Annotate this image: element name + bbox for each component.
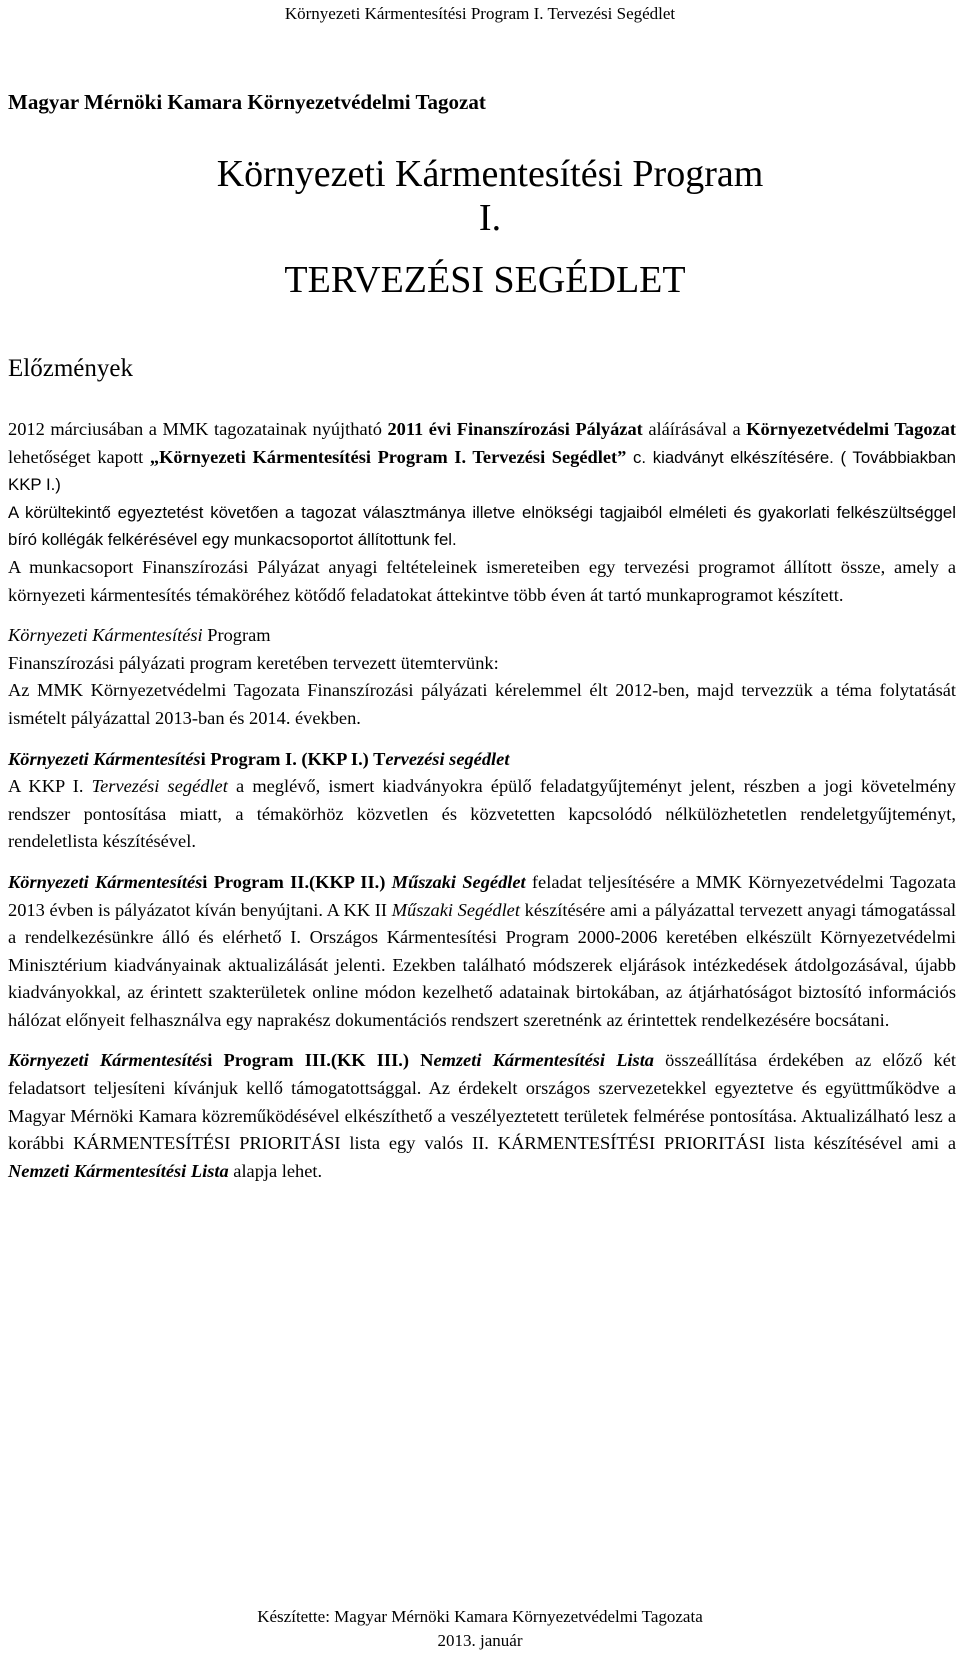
text-run: Finanszírozási pályázati program keretében tervezett ütemtervünk: — [8, 652, 499, 673]
document-title-line3: TERVEZÉSI SEGÉDLET — [284, 259, 686, 301]
text-run: i Program I. (KKP I.) T — [200, 748, 386, 769]
paragraph-kkp2 — [8, 869, 956, 1035]
heading-kkp1 — [8, 746, 956, 774]
heading-program — [8, 622, 956, 650]
text-run: 2012 márciusában a MMK tagozatainak nyújtható — [8, 419, 388, 439]
text-run: feladat teljesítésére a MMK Környezetvédelmi Tagozata 2013 évben is pályázatot kíván benyújtani. A KK II — [8, 871, 956, 920]
text-run: alapja lehet. — [228, 1160, 323, 1181]
text-run: Környezeti Kármentesítés — [8, 748, 201, 769]
section-title: Előzmények — [8, 355, 133, 382]
paragraph-schedule-intro — [8, 650, 956, 678]
text-run: 2011 évi Finanszírozási Pályázat — [387, 419, 643, 439]
text-run: emzeti Kármentesítési Lista — [433, 1050, 654, 1071]
text-run: ervezési segédlet — [385, 748, 510, 769]
text-run: Környezeti Kármentesítési — [8, 625, 203, 646]
text-run: Nemzeti Kármentesítési Lista — [8, 1160, 229, 1181]
text-run: a meglévő, ismert kiadványokra épülő feladatgyűjteményt jelent, részben a jogi követelmény rendszer pontosítása miatt, a témakörhöz közvetlen és közvetetten kapcsolódó nélkülözhetetlen rendeletgyűjteményt, rendeletlista készítésével. — [8, 776, 957, 852]
text-run: összeállítása érdekében az előző két feladatsort teljesíteni kívánjuk kellő támogatottsággal. Az érdekelt országos szervezetekkel egyeztetve és együttműködve a Magyar Mérnöki Kamara közreműködésével elkészíthető a veszélyeztetett területek felmérése pontosítása. Aktualizálható lesz a korábbi KÁRMENTESÍTÉSI PRIORITÁSI lista egy valós II. KÁRMENTESÍTÉSI PRIORITÁSI lista készítésével ami a — [8, 1050, 956, 1154]
text-run: Az MMK Környezetvédelmi Tagozata Finanszírozási pályázati kérelemmel élt 2012-ben, majd tervezzük a téma folytatását ismételt pályázattal 2013-ban és 2014. években. — [8, 680, 956, 728]
paragraph-background — [8, 416, 956, 499]
organization-name: Magyar Mérnöki Kamara Környezetvédelmi Tagozat — [8, 90, 486, 114]
footer-date: 2013. január — [437, 1631, 523, 1650]
text-run: A körültekintő egyeztetést követően a tagozat választmánya illetve elnökségi tagjaiból elméleti és gyakorlati felkészültséggel bíró kollégák felkérésével egy munkacsoportot állítottunk fel. — [8, 502, 956, 550]
paragraph-kkp3 — [8, 1047, 956, 1185]
text-run: készítésére ami a pályázattal tervezett anyagi támogatással a rendelkezésünkre álló és elérhető I. Országos Kármentesítési Program 2000-2006 keretében elkészült Környezetvédelmi Minisztérium kiadványainak aktualizálását jelenti. Ezekben található módszerek eljárások intézkedések átdolgozásával, újabb kiadványokkal, az érintett szakterületek online módon kezelhető adatainak birtokában, az átjárhatóságot biztosító információs hálózat előnyeit felhasználva egy naprakész dokumentációs rendszert szeretnénk az érintettek rendelkezésére bocsátani. — [8, 899, 956, 1030]
text-run: Környezetvédelmi Tagozat — [746, 419, 957, 439]
text-run: Program — [202, 625, 271, 646]
paragraph-schedule — [8, 677, 956, 732]
text-run: i Program III.(KK III.) N — [207, 1050, 434, 1071]
paragraph-working-group — [8, 499, 956, 554]
text-run: Műszaki Segédlet — [391, 899, 520, 920]
text-run: A KKP I. — [8, 776, 92, 797]
running-header: Környezeti Kármentesítési Program I. Tervezési Segédlet — [284, 4, 676, 23]
paragraph-kkp1 — [8, 773, 956, 856]
text-run: c. kiadványt elkészítésére. ( Továbbiakban KKP I.) — [8, 447, 956, 495]
text-run: Tervezési segédlet — [91, 776, 228, 797]
paragraph-work-program — [8, 554, 956, 609]
text-run: Műszaki Segédlet — [391, 871, 526, 892]
text-run: A munkacsoport Finanszírozási Pályázat anyagi feltételeinek ismereteiben egy tervezési programot állított össze, amely a környezeti kármentesítés témaköréhez kötődő feladatokat áttekintve több éven át tartó munkaprogramot készített. — [8, 556, 956, 605]
text-run: aláírásával a — [642, 419, 747, 439]
text-run: „Környezeti Kármentesítési Program I. Tervezési Segédlet” — [149, 446, 627, 467]
document-title-line2: I. — [478, 197, 502, 239]
text-run: lehetőséget kapott — [8, 446, 150, 467]
text-run: Környezeti Kármentesítés — [8, 871, 203, 892]
footer-author: Készítette: Magyar Mérnöki Kamara Környezetvédelmi Tagozata — [257, 1607, 703, 1626]
text-run: i Program II.(KKP II.) — [202, 871, 392, 892]
text-run: Környezeti Kármentesítés — [8, 1050, 208, 1071]
document-title-line1: Környezeti Kármentesítési Program — [216, 153, 764, 195]
document-body — [8, 416, 956, 1185]
